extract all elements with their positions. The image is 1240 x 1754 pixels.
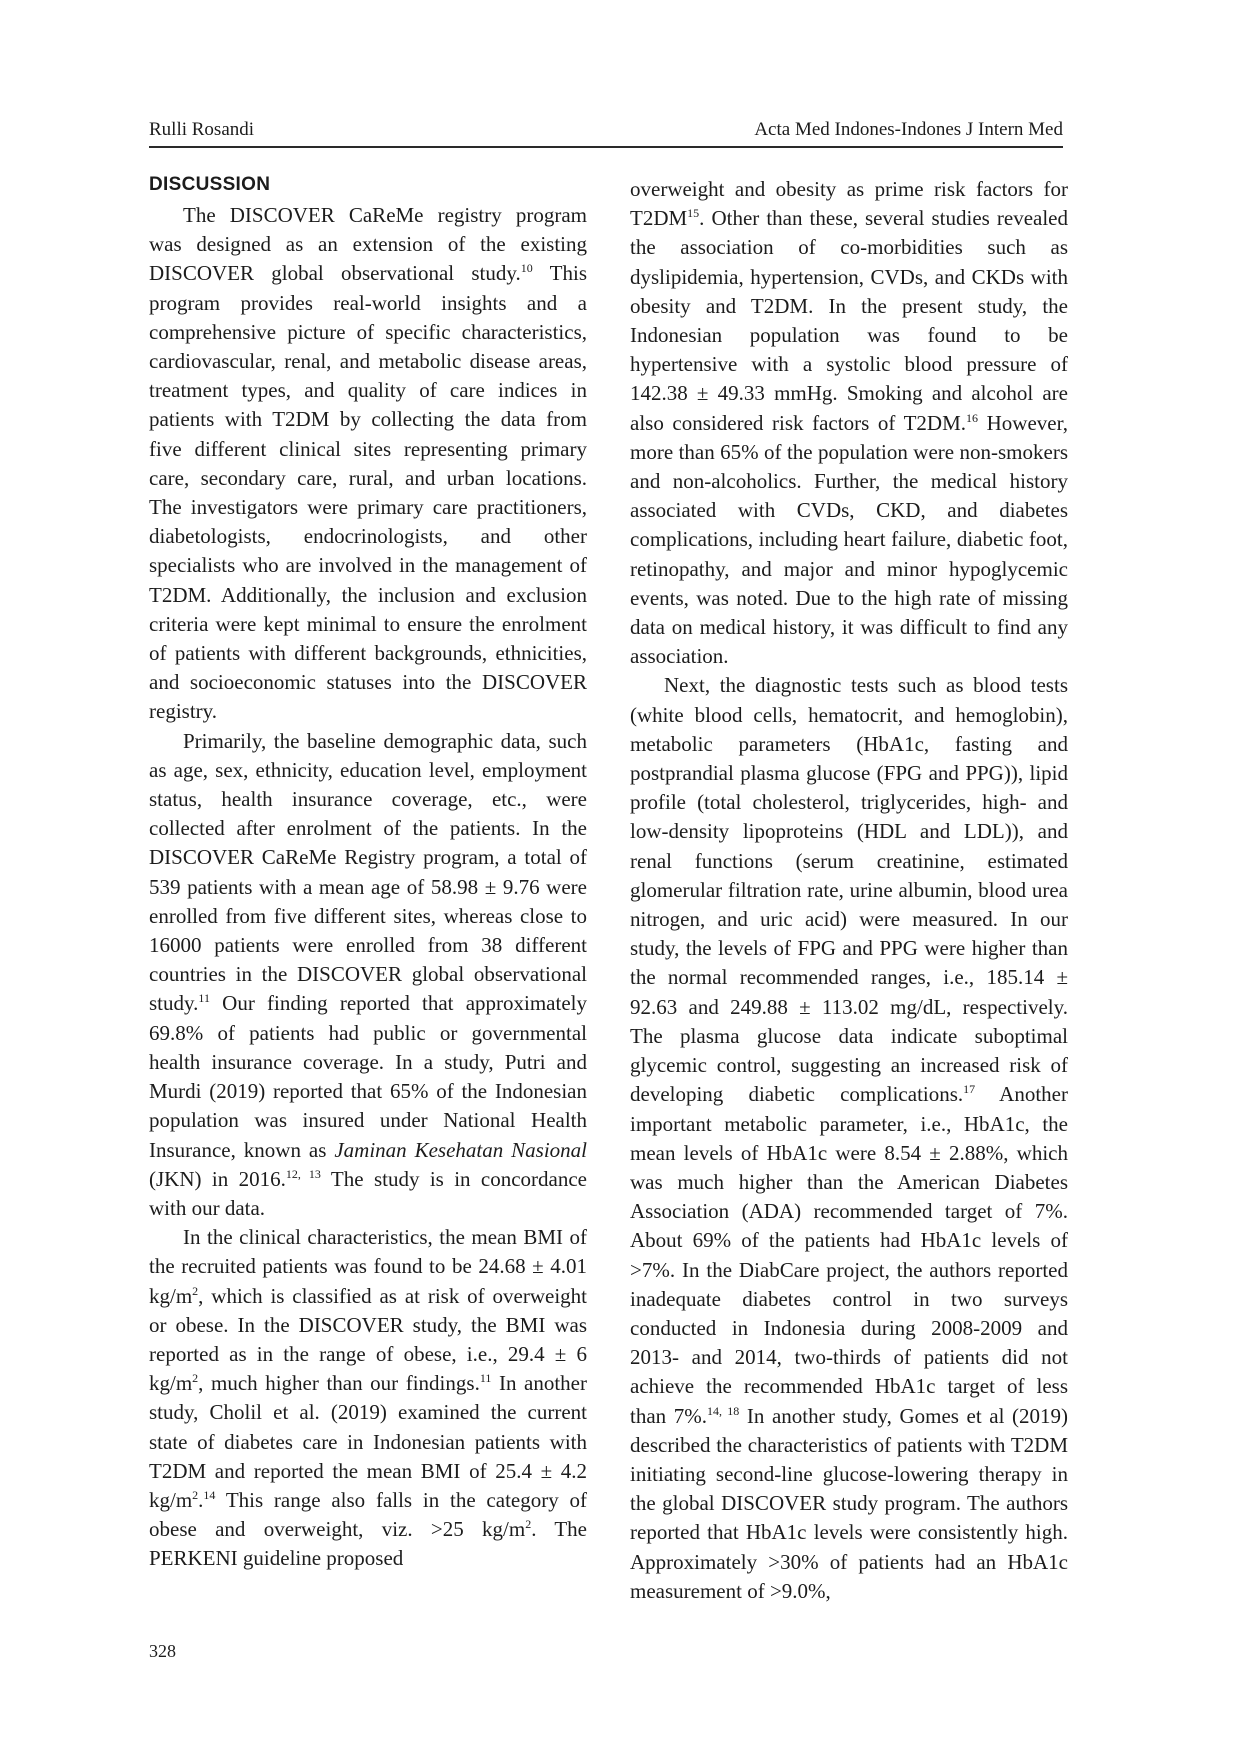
paragraph-1: The DISCOVER CaReMe registry program was designed as an extension of the existing DISCOVER global observational study.$^{10}$ This program provides real-world insights and a comprehensive picture of specific characteristics, cardiovascular, renal, and metabolic disease areas, treatment types, and quality of care indices in patients with T2DM by collecting the data from five different clinical sites representing primary care, secondary care, rural, and urban locations. The investigators were primary care practitioners, diabetologists, endocrinologists, and other specialists who are involved in the management of T2DM. Additionally, the inclusion and exclusion criteria were kept minimal to ensure the enrolment of patients with different backgrounds, ethnicities, and socioeconomic statuses into the DISCOVER registry. (149, 203, 587, 724)
header-journal: Acta Med Indones-Indones J Intern Med (754, 119, 1063, 140)
header-author: Rulli Rosandi (149, 119, 255, 140)
page-number: 328 (149, 1641, 176, 1661)
citation: 11 (198, 991, 210, 1006)
left-column (149, 173, 587, 1574)
right-column (630, 175, 1068, 1606)
citation: 12, 13 (285, 1166, 321, 1181)
citation: 14 (203, 1487, 216, 1502)
paragraph-4: overweight and obesity as prime risk factors for T2DM$^{15}$. Other than these, several studies revealed the association of co-morbidities such as dyslipidemia, hypertension, CVDs, and CKDs with obesity and T2DM. In the present study, the Indonesian population was found to be hypertensive with a systolic blood pressure of 142.38 ± 49.33 mmHg. Smoking and alcohol are also considered risk factors of T2DM.$^{16}$ However, more than 65% of the population were non-smokers and non-alcoholics. Further, the medical history associated with CVDs, CKD, and diabetes complications, including heart failure, diabetic foot, retinopathy, and major and minor hypoglycemic events, was noted. Due to the high rate of missing data on medical history, it was difficult to find any association. (630, 177, 1068, 669)
citation: 17 (963, 1082, 976, 1097)
citation: 14, 18 (706, 1403, 740, 1418)
paragraph-2: Primarily, the baseline demographic data, such as age, sex, ethnicity, education level, employment status, health insurance coverage, etc., were collected after enrolment of the patients. In the DISCOVER CaReMe Registry program, a total of 539 patients with a mean age of 58.98 ± 9.76 were enrolled from five different sites, whereas close to 16000 patients were enrolled from 38 different countries in the DISCOVER global observational study.$^{11}$ Our finding reported that approximately 69.8% of patients had public or governmental health insurance coverage. In a study, Putri and Murdi (2019) reported that 65% of the Indonesian population was insured under National Health Insurance, known as Jaminan Kesehatan Nasional (JKN) in 2016.$^{12, 13}$ The study is in concordance with our data. (149, 728, 588, 1220)
running-header (149, 118, 1063, 148)
paragraph-3: In the clinical characteristics, the mean BMI of the recruited patients was found to be 24.68 ± 4.01 $kg/m^2$, which is classified as at risk of overweight or obese. In the DISCOVER study, the BMI was reported as in the range of obese, i.e., 29.4 ± 6 $kg/m^2$, much higher than our findings.$^{11}$ In another study, Cholil et al. (2019) examined the current state of diabetes care in Indonesian patients with T2DM and reported the mean BMI of 25.4 ± 4.2 $kg/m^2.^{14}$ This range also falls in the category of obese and overweight, viz. >25 $kg/m^2$. The PERKENI guideline proposed (149, 1225, 587, 1571)
citation: 10 (520, 261, 533, 276)
citation: 11 (479, 1371, 492, 1386)
section-title: DISCUSSION (149, 174, 271, 195)
italic-term: Jaminan Kesehatan Nasional (334, 1137, 588, 1162)
citation: 16 (966, 410, 979, 425)
paragraph-5: Next, the diagnostic tests such as blood tests (white blood cells, hematocrit, and hemoglobin), metabolic parameters (HbA1c, fasting and postprandial plasma glucose (FPG and PPG)), lipid profile (total cholesterol, triglycerides, high- and low-density lipoproteins (HDL and LDL)), and renal functions (serum creatinine, estimated glomerular filtration rate, urine albumin, blood urea nitrogen, and uric acid) were measured. In our study, the levels of FPG and PPG were higher than the normal recommended ranges, i.e., 185.14 ± 92.63 and 249.88 ± 113.02 mg/dL, respectively. The plasma glucose data indicate suboptimal glycemic control, suggesting an increased risk of developing diabetic complications.$^{17}$ Another important metabolic parameter, i.e., HbA1c, the mean levels of HbA1c were 8.54 ± 2.88%, which was much higher than the American Diabetes Association (ADA) recommended target of 7%. About 69% of the patients had HbA1c levels of >7%. In the DiabCare project, the authors reported inadequate diabetes control in two surveys conducted in Indonesia during 2008-2009 and 2013- and 2014, two-thirds of patients did not achieve the recommended HbA1c target of less than 7%.$^{14, 18}$ In another study, Gomes et al (2019) described the characteristics of patients with T2DM initiating second-line glucose-lowering therapy in the global DISCOVER study program. The authors reported that HbA1c levels were consistently high. Approximately >30% of patients had an HbA1c measurement of >9.0%, (630, 673, 1068, 1603)
citation: 15 (687, 206, 700, 221)
